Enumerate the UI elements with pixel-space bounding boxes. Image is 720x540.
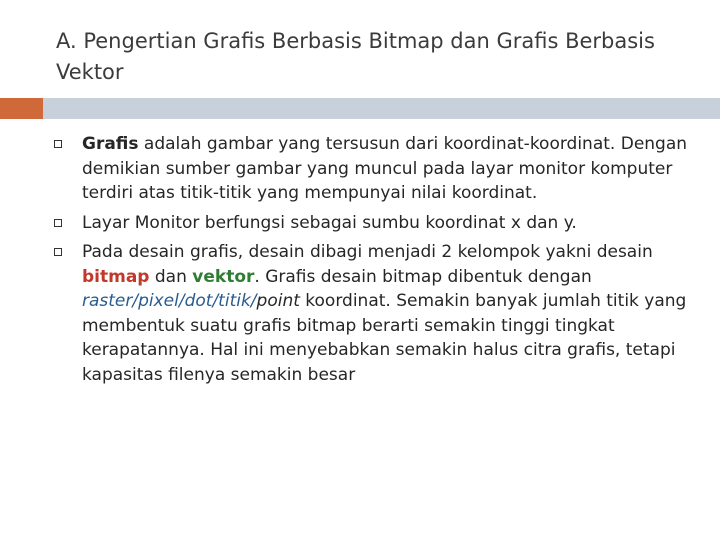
bullet-item-grafis <box>52 132 692 206</box>
bullet-list <box>52 132 692 392</box>
bullet-item-desain-grafis <box>52 240 692 387</box>
bullet-item-layar-monitor <box>52 211 692 236</box>
square-bullet-icon <box>54 219 62 227</box>
square-bullet-icon <box>54 140 62 148</box>
bullet-text-part1: Pada desain grafis, desain dibagi menjadi 2 kelompok yakni desain <box>82 242 653 262</box>
bullet-text-layar-monitor: Layar Monitor berfungsi sebagai sumbu koordinat x dan y. <box>82 212 577 233</box>
term-point: point <box>256 291 300 311</box>
bullet-text-part4: koordinat. Semakin banyak jumlah titik yang membentuk suatu grafis bitmap berarti semakin tinggi tingkat kerapatannya. Hal ini menyebabkan semakin halus citra grafis, tetapi kapasitas filenya semakin besar <box>82 291 687 385</box>
term-grafis: Grafis <box>82 134 139 154</box>
slide-title: A. Pengertian Grafis Berbasis Bitmap dan Grafis Berbasis Vektor <box>56 29 655 84</box>
title-divider-accent <box>0 98 43 119</box>
term-bitmap: bitmap <box>82 266 150 287</box>
bullet-text-part3: . Grafis desain bitmap dibentuk dengan <box>254 266 592 287</box>
square-bullet-icon <box>54 248 62 256</box>
bullet-text-part2: dan <box>149 266 193 287</box>
term-vektor: vektor <box>192 266 255 287</box>
bullet-text-grafis: adalah gambar yang tersusun dari koordinat-koordinat. Dengan demikian sumber gambar yang muncul pada layar monitor komputer terdiri atas titik-titik yang mempunyai nilai koordinat. <box>82 134 688 203</box>
term-raster: raster/pixel/dot/titik/ <box>82 291 257 311</box>
title-divider-bar <box>43 98 720 119</box>
